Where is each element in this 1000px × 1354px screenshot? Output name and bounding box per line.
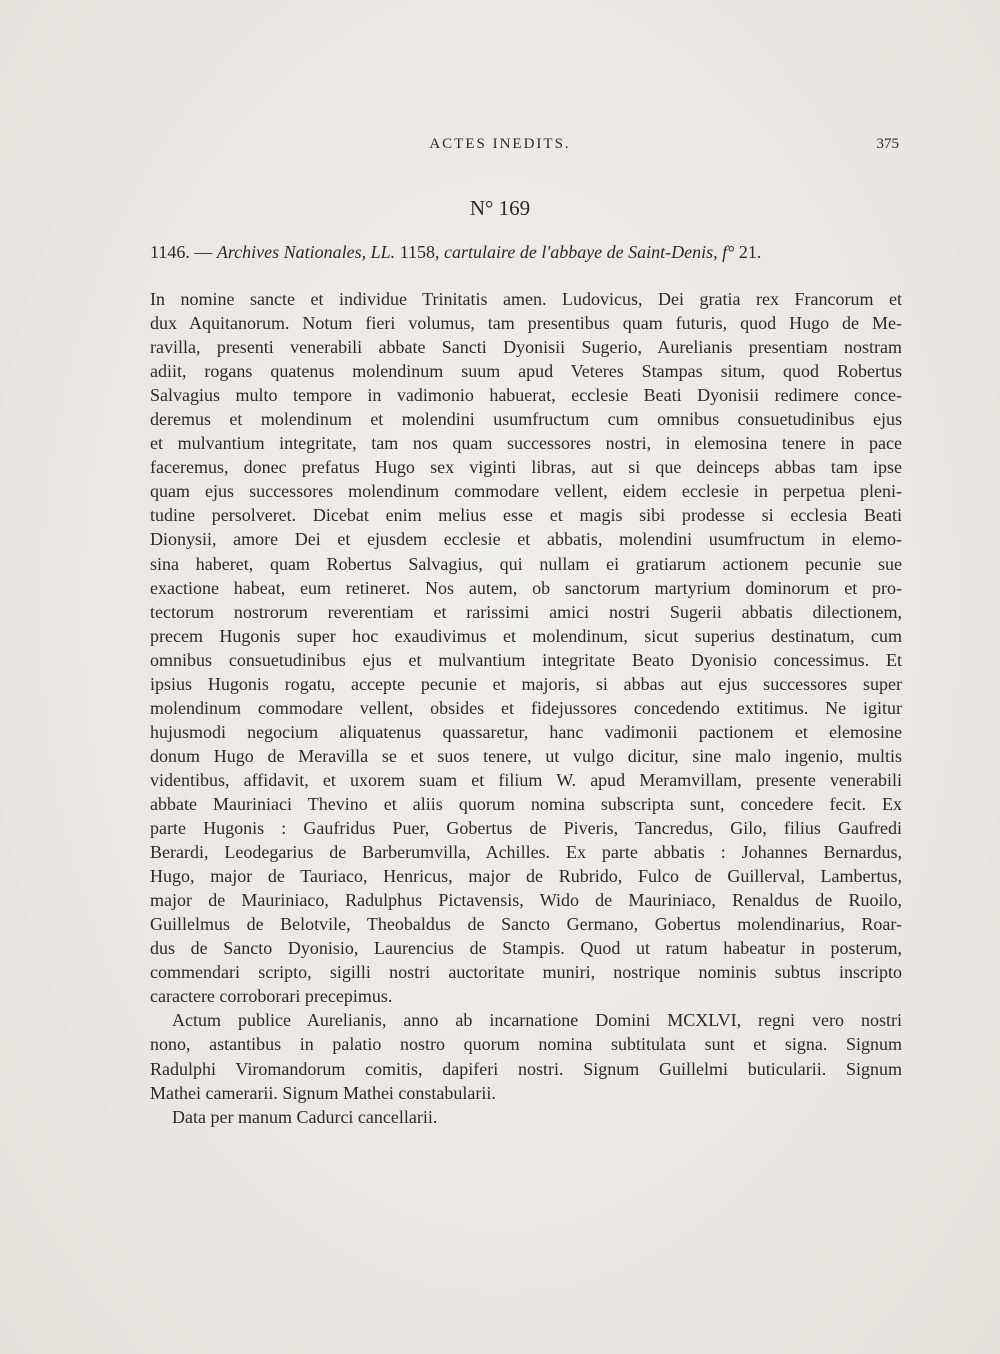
text-line: Berardi, Leodegarius de Barberumvilla, Achilles. Ex parte abbatis : Johannes Bernardus, bbox=[150, 842, 902, 863]
text-line: ravilla, presenti venerabili abbate Sancti Dyonisii Sugerio, Aurelianis presentiam nostram bbox=[150, 337, 902, 358]
text-line: dux Aquitanorum. Notum fieri volumus, tam presentibus quam futuris, quod Hugo de Me- bbox=[150, 313, 902, 334]
text-line: nono, astantibus in palatio nostro quorum nomina subtitulata sunt et signa. Signum bbox=[150, 1034, 902, 1055]
text-line: ipsius Hugonis rogatu, accepte pecunie et majoris, si abbas aut ejus successores super bbox=[150, 673, 902, 694]
source-folio: 21. bbox=[738, 242, 762, 262]
text-line: Mathei camerarii. Signum Mathei constabularii. bbox=[150, 1082, 496, 1103]
text-line: dus de Sancto Dyonisio, Laurencius de Stampis. Quod ut ratum habeatur in posterum, bbox=[150, 938, 902, 959]
text-line: sina haberet, quam Robertus Salvagius, qui nullam ei gratiarum actionem pecunie sue bbox=[150, 553, 902, 574]
text-line: et mulvantium integritate, tam nos quam successores nostri, in elemosina tenere in pace bbox=[150, 433, 902, 454]
text-line: caractere corroborari precepimus. bbox=[150, 986, 393, 1007]
source-shelfmark: 1158, bbox=[399, 242, 445, 262]
text-line: precem Hugonis super hoc exaudivimus et molendinum, sicut superius destinatum, cum bbox=[150, 625, 902, 646]
text-line: videntibus, affidavit, et uxorem suam et filium W. apud Meramvillam, presente venerabili bbox=[150, 769, 902, 790]
text-line: deremus et molendinum et molendini usumfructum cum omnibus consuetudinibus ejus bbox=[150, 409, 902, 430]
text-line: exactione habeat, eum retineret. Nos autem, ob sanctorum martyrium dominorum et pro- bbox=[150, 577, 902, 598]
running-title: ACTES INEDITS. bbox=[429, 136, 571, 152]
text-line: Dionysii, amore Dei et ejusdem ecclesie et abbatis, molendini usumfructum in elemo- bbox=[150, 529, 902, 550]
text-line: quam ejus successores molendinum commodare vellent, eidem ecclesie in perpetua pleni- bbox=[150, 481, 902, 502]
text-line: faceremus, donec prefatus Hugo sex viginti libras, aut si que deinceps abbas tam ipse bbox=[150, 457, 902, 478]
source-cartulary: cartulaire de l'abbaye de Saint-Denis, f° bbox=[444, 242, 739, 262]
text-line: major de Mauriniaco, Radulphus Pictavensis, Wido de Mauriniaco, Renaldus de Ruoilo, bbox=[150, 890, 902, 911]
text-line: In nomine sancte et individue Trinitatis amen. Ludovicus, Dei gratia rex Francorum et bbox=[150, 289, 902, 309]
running-head bbox=[0, 136, 1000, 160]
text-line: molendinum commodare vellent, obsides et fidejussores concedendo extitimus. Ne igitur bbox=[150, 697, 902, 718]
document-number: N° 169 bbox=[469, 196, 531, 220]
text-line: omnibus consuetudinibus ejus et mulvantium integritate Beato Dyonisio concessimus. Et bbox=[150, 649, 902, 670]
text-line: commendari scripto, sigilli nostri auctoritate muniri, nostrique nominis subtus inscripto bbox=[150, 962, 902, 983]
text-line: Hugo, major de Tauriaco, Henricus, major de Rubrido, Fulco de Guillerval, Lambertus, bbox=[150, 866, 902, 887]
text-line: abbate Mauriniaci Thevino et aliis quorum nomina subscripta sunt, concedere fecit. Ex bbox=[150, 793, 902, 814]
text-line: tudine persolveret. Dicebat enim melius esse et magis sibi prodesse si ecclesia Beati bbox=[150, 505, 902, 526]
text-line: hujusmodi negocium aliquatenus quassaretur, hanc vadimonii pactionem et elemosine bbox=[150, 721, 902, 742]
page-number: 375 bbox=[876, 136, 899, 152]
source-citation bbox=[150, 242, 880, 263]
source-year: 1146. — bbox=[150, 242, 217, 262]
text-line: donum Hugo de Meravilla se et suos tenere, ut vulgo dicitur, sine malo ingenio, multis bbox=[150, 745, 902, 766]
text-line: parte Hugonis : Gaufridus Puer, Gobertus de Piveris, Tancredus, Gilo, filius Gaufredi bbox=[150, 818, 902, 839]
text-line: adiit, rogans quatenus molendinum suum apud Veteres Stampas situm, quod Robertus bbox=[150, 361, 902, 382]
text-line: Data per manum Cadurci cancellarii. bbox=[172, 1106, 438, 1127]
source-archive: Archives Nationales, LL. bbox=[216, 242, 400, 262]
text-line: Actum publice Aurelianis, anno ab incarnatione Domini MCXLVI, regni vero nostri bbox=[172, 1010, 902, 1031]
text-line: Salvagius multo tempore in vadimonio habuerat, ecclesie Beati Dyonisii redimere conce- bbox=[150, 385, 902, 406]
charter-text bbox=[150, 287, 902, 1129]
text-line: Radulphi Viromandorum comitis, dapiferi nostri. Signum Guillelmi buticularii. Signum bbox=[150, 1058, 902, 1079]
text-line: tectorum nostrorum reverentiam et rarissimi amici nostri Sugerii abbatis dilectionem, bbox=[150, 601, 902, 622]
text-line: Guillelmus de Belotvile, Theobaldus de Sancto Germano, Gobertus molendinarius, Roar- bbox=[150, 914, 902, 935]
